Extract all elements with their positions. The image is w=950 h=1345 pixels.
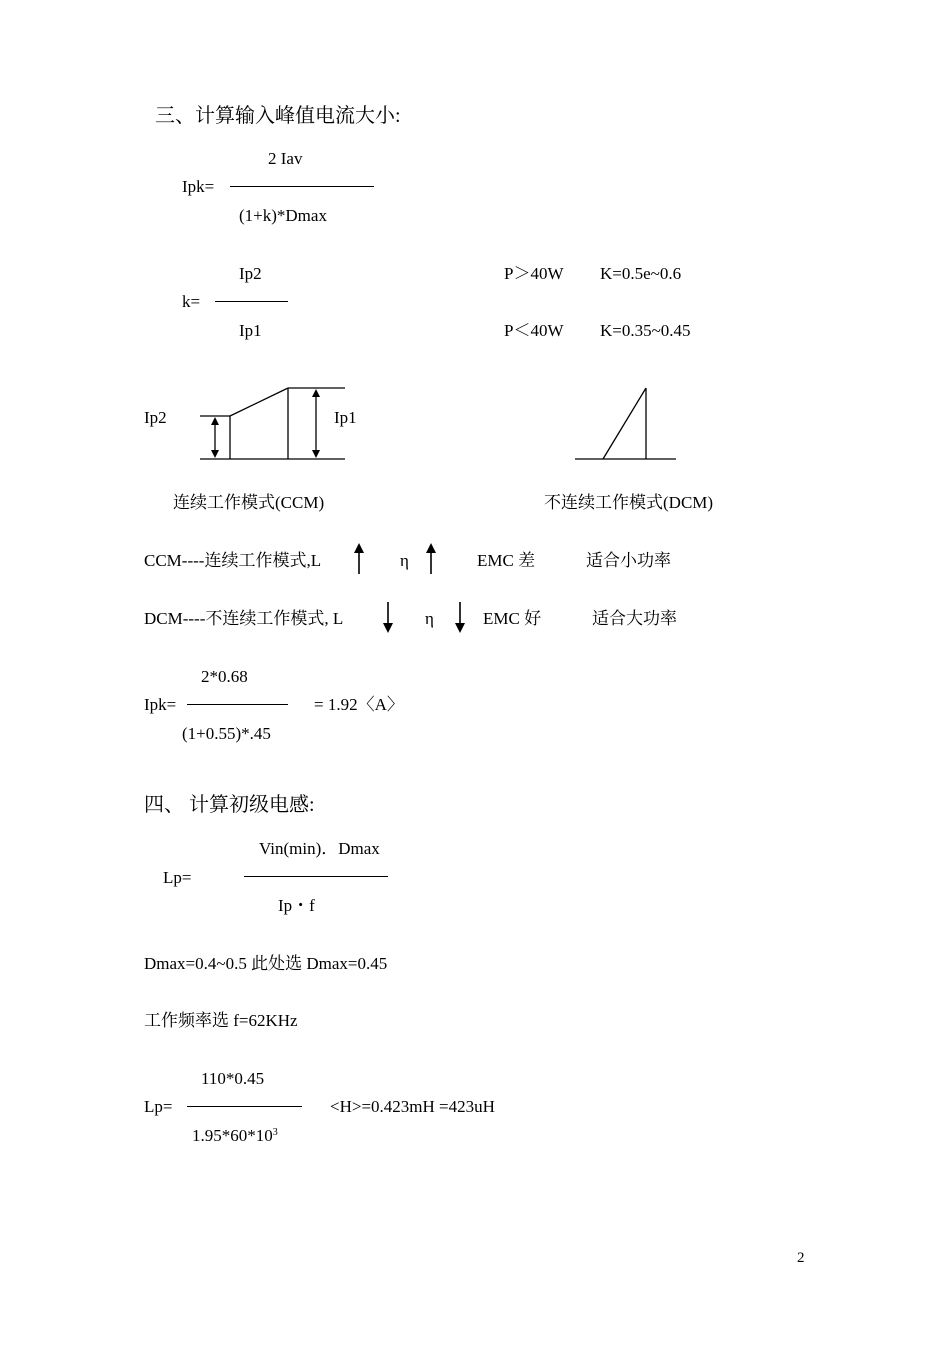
- ccm-emc: EMC 差: [477, 551, 536, 570]
- freq-line: 工作频率选 f=62KHz: [144, 1011, 298, 1030]
- dcm-power: 适合大功率: [592, 609, 677, 628]
- section4-heading: 四、 计算初级电感:: [144, 794, 315, 816]
- ipk-calc-result: = 1.92〈A〉: [314, 695, 404, 714]
- ipk-calc-lhs: Ipk=: [144, 695, 177, 714]
- k-numerator: Ip2: [239, 264, 262, 283]
- arrow-down-icon: [453, 600, 467, 634]
- arrow-up-icon: [424, 542, 438, 576]
- k-range-value: K=0.5e~0.6: [600, 264, 682, 283]
- lp-calc-lhs: Lp=: [144, 1097, 173, 1116]
- ccm-ramp: [230, 388, 288, 416]
- arrow-up-icon: [352, 542, 366, 576]
- lp-calc-denominator-exponent: 3: [272, 1127, 278, 1138]
- ipk-calc-fraction-bar: [187, 704, 288, 705]
- arrow-down-icon: [381, 600, 395, 634]
- dcm-emc: EMC 好: [483, 609, 542, 628]
- dcm-caption: 不连续工作模式(DCM): [544, 493, 714, 512]
- ipk-lhs: Ipk=: [182, 177, 215, 196]
- dcm-line-prefix: DCM----不连续工作模式, L: [144, 609, 344, 628]
- lp-fraction-bar: [244, 876, 388, 877]
- lp-calc-fraction-bar: [187, 1106, 302, 1107]
- ip1-label: Ip1: [334, 408, 357, 427]
- ccm-eta: η: [400, 551, 409, 570]
- ip2-label: Ip2: [144, 408, 167, 427]
- page-number: 2: [797, 1250, 805, 1266]
- ipk-numerator: 2 Iav: [268, 149, 303, 168]
- lp-numerator: Vin(min)．Dmax: [259, 839, 380, 858]
- lp-denominator: Ip・f: [278, 896, 315, 915]
- ipk-calc-denominator: (1+0.55)*.45: [182, 724, 271, 743]
- lp-calc-denominator: [192, 1126, 278, 1146]
- lp-lhs: Lp=: [163, 868, 192, 887]
- lp-calc-denominator-base: 1.95*60*10: [192, 1126, 273, 1145]
- ip2-arrow-down-head: [211, 450, 219, 458]
- section3-heading: 三、计算输入峰值电流大小:: [155, 105, 401, 127]
- ccm-power: 适合小功率: [586, 551, 671, 570]
- k-lhs: k=: [182, 292, 201, 311]
- dcm-ramp: [603, 388, 646, 459]
- lp-calc-result: <H>=0.423mH =423uH: [330, 1097, 495, 1116]
- dcm-eta: η: [425, 609, 434, 628]
- k-range-condition: P＞40W: [504, 264, 564, 283]
- ip2-arrow-up-head: [211, 417, 219, 425]
- dcm-waveform-diagram: [575, 388, 676, 459]
- ipk-calc-numerator: 2*0.68: [201, 667, 248, 686]
- dmax-line: Dmax=0.4~0.5 此处选 Dmax=0.45: [144, 954, 388, 973]
- ip1-arrow-down-head: [312, 450, 320, 458]
- k-denominator: Ip1: [239, 321, 262, 340]
- ccm-line-prefix: CCM----连续工作模式,L: [144, 551, 322, 570]
- k-range-value: K=0.35~0.45: [600, 321, 691, 340]
- ipk-denominator: (1+k)*Dmax: [239, 206, 327, 225]
- ccm-caption: 连续工作模式(CCM): [173, 493, 325, 512]
- lp-calc-numerator: 110*0.45: [201, 1069, 265, 1088]
- k-range-condition: P＜40W: [504, 321, 564, 340]
- ip1-arrow-up-head: [312, 389, 320, 397]
